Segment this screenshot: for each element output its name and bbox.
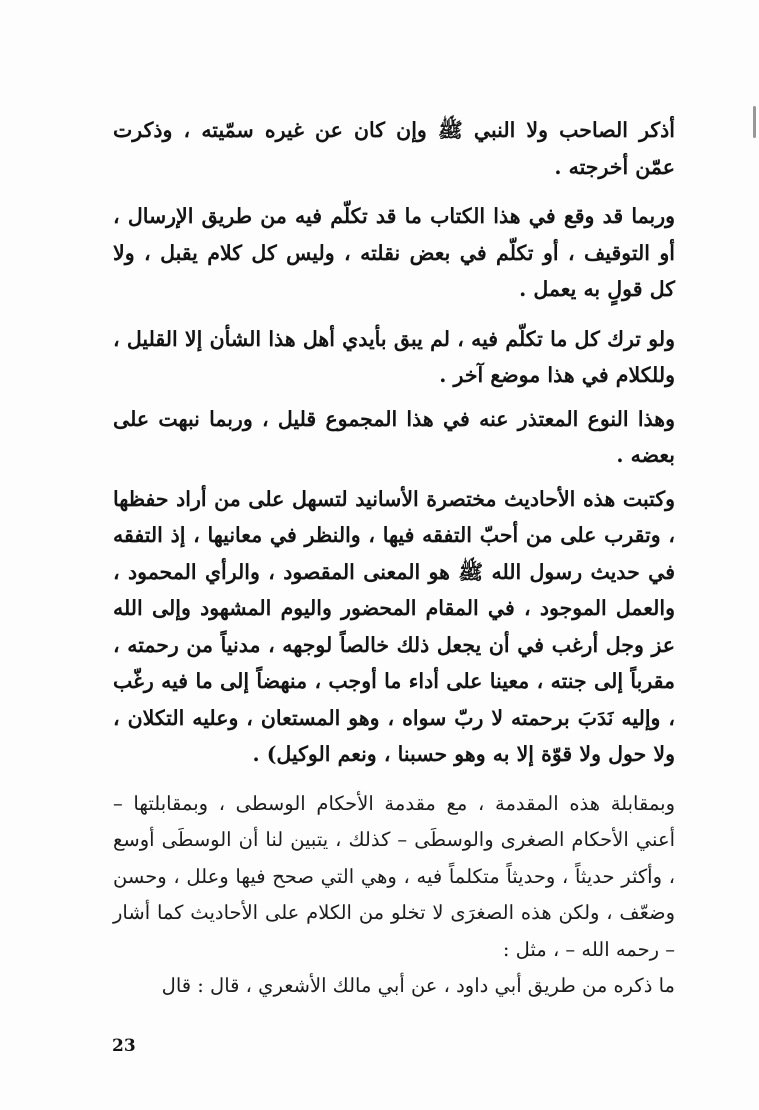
page-number: 23 (112, 1036, 136, 1056)
paragraph-2: وربما قد وقع في هذا الكتاب ما قد تكلّم فيه من طريق الإرسال ، أو التوقيف ، أو تكلّم في بعض نقلته ، وليس كل كلام يقبل ، ولا كل قولٍ به يعمل . (113, 204, 675, 301)
paragraph-5: وكتبت هذه الأحاديث مختصرة الأسانيد لتسهل على من أراد حفظها ، وتقرب على من أحبّ التفقه فيها ، والنظر في معانيها ، إذ التفقه في حديث رسول الله ﷺ هو المعنى المقصود ، والرأي المحمود ، والعمل الموجود ، في المقام المحضور واليوم المشهود وإلى الله عز وجل أرغب في أن يجعل ذلك خالصاً لوجهه ، مدنياً من رحمته ، مقرباً إلى جنته ، معينا على أداء ما أوجب ، منهضاً إلى ما فيه رغّب ، وإليه نَدَبَ برحمته لا ربّ سواه ، وهو المستعان ، وعليه التكلان ، ولا حول ولا قوّة إلا به وهو حسبنا ، ونعم الوكيل) . (113, 486, 675, 766)
scan-edge-mark (753, 106, 756, 138)
paragraph-3: ولو ترك كل ما تكلّم فيه ، لم يبق بأيدي أهل هذا الشأن إلا القليل ، وللكلام في هذا موضع آخر . (113, 326, 675, 387)
paragraph-6: وبمقابلة هذه المقدمة ، مع مقدمة الأحكام الوسطى ، وبمقابلتها – أعني الأحكام الصغرى والوسطَى – كذلك ، يتبين لنا أن الوسطَى أوسع ، وأكثر حديثاً ، وحديثاً متكلماً فيه ، وهي التي صحح فيها وعلل ، وحسن وضعّف ، ولكن هذه الصغرَى لا تخلو من الكلام على الأحاديث كما أشار – رحمه الله – ، مثل : (113, 791, 675, 961)
text-block (113, 112, 675, 1005)
paragraph-4: وهذا النوع المعتذر عنه في هذا المجموع قليل ، وربما نبهت على بعضه . (113, 406, 675, 467)
paragraph-1: أذكر الصاحب ولا النبي ﷺ وإن كان عن غيره سمّيته ، وذكرت عمّن أخرجته . (113, 118, 675, 179)
paragraph-7: ما ذكره من طريق أبي داود ، عن أبي مالك الأشعري ، قال : قال (161, 974, 675, 997)
